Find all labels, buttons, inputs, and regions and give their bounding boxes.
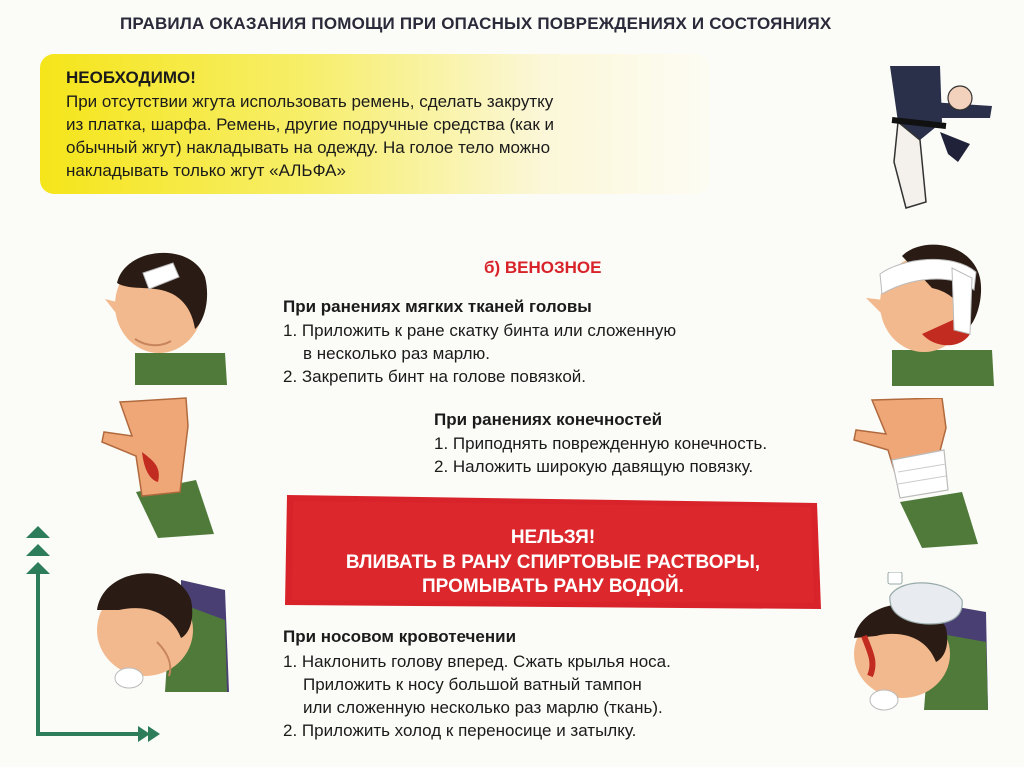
head-wound-illustration [95, 243, 230, 385]
notice-line: накладывать только жгут «АЛЬФА» [66, 161, 346, 180]
head-wound-step: в несколько раз марлю. [303, 344, 491, 363]
nosebleed-step: 2. Приложить холод к переносице и затылку. [283, 721, 637, 740]
warning-banner-heading: НЕЛЬЗЯ! [510, 527, 596, 548]
page-title: ПРАВИЛА ОКАЗАНИЯ ПОМОЩИ ПРИ ОПАСНЫХ ПОВРЕЖДЕНИЯХ И СОСТОЯНИЯХ [120, 14, 832, 33]
head-wound-step: 1. Приложить к ране скатку бинта или сложенную [283, 321, 677, 340]
nosebleed-heading: При носовом кровотечении [283, 627, 517, 646]
warning-banner-line: ВЛИВАТЬ В РАНУ СПИРТОВЫЕ РАСТВОРЫ, [345, 552, 761, 573]
head-bandaged-illustration [862, 238, 997, 386]
hand-wound-illustration [96, 396, 221, 538]
green-arrow-icon [18, 520, 168, 750]
hand-bandaged-illustration [852, 398, 982, 548]
head-wound-step: 2. Закрепить бинт на голове повязкой. [283, 367, 587, 386]
nosebleed-cold-compress-illustration [840, 572, 990, 712]
nosebleed-step: 1. Наклонить голову вперед. Сжать крылья носа. [283, 652, 671, 671]
nosebleed-step: или сложенную несколько раз марлю (ткань). [303, 698, 663, 717]
limb-wound-step: 2. Наложить широкую давящую повязку. [434, 457, 754, 476]
nosebleed-step: Приложить к носу большой ватный тампон [303, 675, 642, 694]
warning-banner-line: ПРОМЫВАТЬ РАНУ ВОДОЙ. [422, 576, 684, 597]
notice-line: из платка, шарфа. Ремень, другие подручные средства (как и [66, 115, 555, 134]
tourniquet-arm-illustration [880, 62, 1000, 212]
notice-heading: НЕОБХОДИМО! [66, 68, 196, 87]
limb-wound-step: 1. Приподнять поврежденную конечность. [434, 434, 768, 453]
head-wound-heading: При ранениях мягких тканей головы [283, 297, 592, 316]
notice-line: обычный жгут) накладывать на одежду. На голое тело можно [66, 138, 551, 157]
limb-wound-heading: При ранениях конечностей [434, 410, 663, 429]
section-title: б) ВЕНОЗНОЕ [484, 258, 602, 277]
notice-line: При отсутствии жгута использовать ремень, сделать закрутку [66, 92, 554, 111]
